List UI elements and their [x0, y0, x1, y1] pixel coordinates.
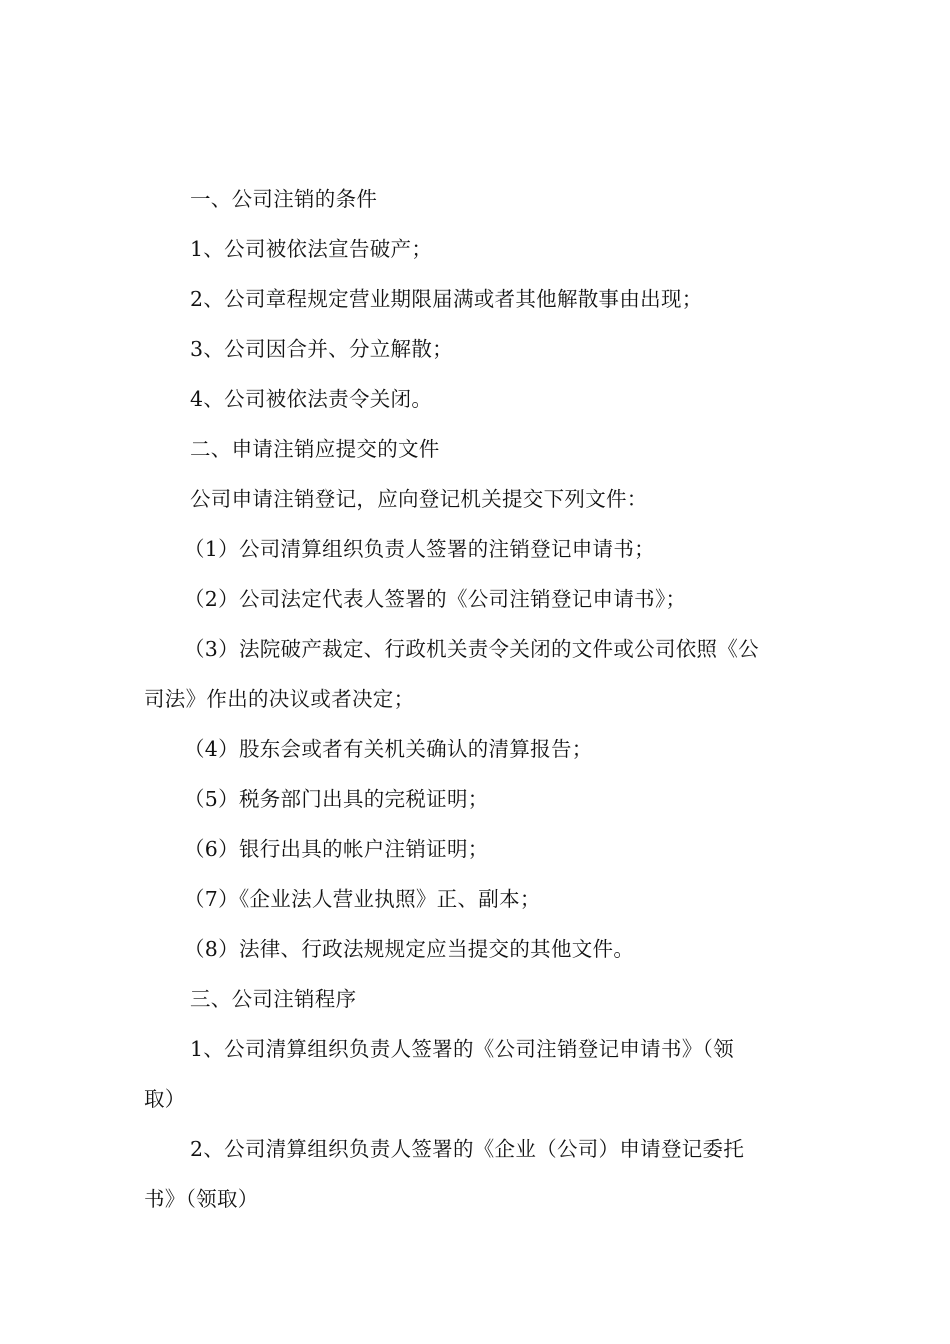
- paragraph: 公司申请注销登记，应向登记机关提交下列文件：: [190, 487, 648, 511]
- paragraph-continuation: 书》（领取）: [144, 1187, 259, 1211]
- list-item: （7）《企业法人营业执照》正、副本；: [184, 887, 541, 911]
- list-item: （5）税务部门出具的完税证明；: [184, 787, 489, 811]
- document-body: [144, 174, 808, 1224]
- paragraph: 2、公司清算组织负责人签署的《企业（公司）申请登记委托: [190, 1137, 745, 1161]
- list-item: （4）股东会或者有关机关确认的清算报告；: [184, 737, 593, 761]
- list-item: （1）公司清算组织负责人签署的注销登记申请书；: [184, 537, 655, 561]
- list-item: （8）法律、行政法规规定应当提交的其他文件。: [184, 937, 635, 961]
- paragraph: 4、公司被依法责令关闭。: [190, 387, 433, 411]
- paragraph-continuation: 取）: [144, 1087, 186, 1111]
- paragraph: 1、公司清算组织负责人签署的《公司注销登记申请书》（领: [190, 1037, 734, 1061]
- paragraph: 1、公司被依法宣告破产；: [190, 237, 433, 261]
- list-item: （3）法院破产裁定、行政机关责令关闭的文件或公司依照《公: [184, 637, 759, 661]
- section-heading-2: 二、申请注销应提交的文件: [190, 437, 440, 461]
- list-item: （2）公司法定代表人签署的《公司注销登记申请书》；: [184, 587, 687, 611]
- paragraph: 3、公司因合并、分立解散；: [190, 337, 453, 361]
- list-item-continuation: 司法》作出的决议或者决定；: [144, 687, 415, 711]
- paragraph: 2、公司章程规定营业期限届满或者其他解散事由出现；: [190, 287, 703, 311]
- section-heading-1: 一、公司注销的条件: [190, 187, 378, 211]
- list-item: （6）银行出具的帐户注销证明；: [184, 837, 489, 861]
- section-heading-3: 三、公司注销程序: [190, 987, 357, 1011]
